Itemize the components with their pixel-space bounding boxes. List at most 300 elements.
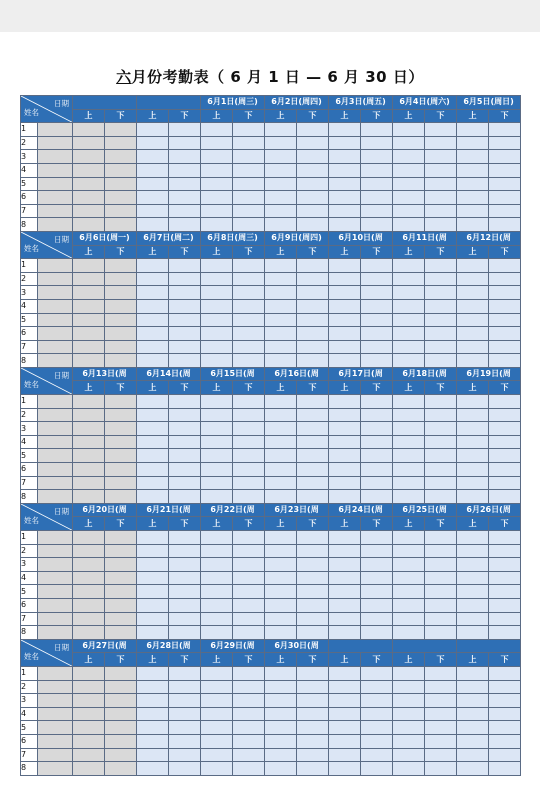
employee-name-cell[interactable] <box>38 408 73 422</box>
attendance-cell[interactable] <box>137 422 169 436</box>
attendance-cell[interactable] <box>361 286 393 300</box>
attendance-cell[interactable] <box>489 354 521 368</box>
attendance-cell[interactable] <box>329 626 361 640</box>
attendance-cell[interactable] <box>105 435 137 449</box>
employee-name-cell[interactable] <box>38 707 73 721</box>
attendance-cell[interactable] <box>105 218 137 232</box>
attendance-cell[interactable] <box>489 204 521 218</box>
attendance-cell[interactable] <box>457 259 489 273</box>
attendance-cell[interactable] <box>393 680 425 694</box>
attendance-cell[interactable] <box>265 585 297 599</box>
attendance-cell[interactable] <box>137 476 169 490</box>
attendance-cell[interactable] <box>233 204 265 218</box>
attendance-cell[interactable] <box>329 286 361 300</box>
attendance-cell[interactable] <box>265 313 297 327</box>
attendance-cell[interactable] <box>361 259 393 273</box>
attendance-cell[interactable] <box>233 694 265 708</box>
attendance-cell[interactable] <box>265 299 297 313</box>
attendance-cell[interactable] <box>137 707 169 721</box>
attendance-cell[interactable] <box>425 463 457 477</box>
attendance-cell[interactable] <box>137 408 169 422</box>
attendance-cell[interactable] <box>297 163 329 177</box>
attendance-cell[interactable] <box>137 340 169 354</box>
employee-name-cell[interactable] <box>38 762 73 776</box>
attendance-cell[interactable] <box>73 177 105 191</box>
attendance-cell[interactable] <box>265 558 297 572</box>
attendance-cell[interactable] <box>329 612 361 626</box>
employee-name-cell[interactable] <box>38 571 73 585</box>
attendance-cell[interactable] <box>393 694 425 708</box>
attendance-cell[interactable] <box>489 313 521 327</box>
attendance-cell[interactable] <box>393 123 425 137</box>
attendance-cell[interactable] <box>137 299 169 313</box>
attendance-cell[interactable] <box>201 734 233 748</box>
employee-name-cell[interactable] <box>38 680 73 694</box>
attendance-cell[interactable] <box>73 762 105 776</box>
attendance-cell[interactable] <box>329 762 361 776</box>
attendance-cell[interactable] <box>73 748 105 762</box>
attendance-cell[interactable] <box>137 191 169 205</box>
attendance-cell[interactable] <box>265 204 297 218</box>
attendance-cell[interactable] <box>265 463 297 477</box>
attendance-cell[interactable] <box>297 721 329 735</box>
attendance-cell[interactable] <box>425 734 457 748</box>
attendance-cell[interactable] <box>297 259 329 273</box>
attendance-cell[interactable] <box>425 204 457 218</box>
attendance-cell[interactable] <box>457 123 489 137</box>
employee-name-cell[interactable] <box>38 177 73 191</box>
attendance-cell[interactable] <box>489 463 521 477</box>
attendance-cell[interactable] <box>201 666 233 680</box>
attendance-cell[interactable] <box>361 585 393 599</box>
attendance-cell[interactable] <box>393 612 425 626</box>
attendance-cell[interactable] <box>201 177 233 191</box>
attendance-cell[interactable] <box>393 707 425 721</box>
attendance-cell[interactable] <box>137 177 169 191</box>
attendance-cell[interactable] <box>489 449 521 463</box>
attendance-cell[interactable] <box>73 680 105 694</box>
attendance-cell[interactable] <box>169 340 201 354</box>
attendance-cell[interactable] <box>489 490 521 504</box>
attendance-cell[interactable] <box>73 707 105 721</box>
attendance-cell[interactable] <box>169 204 201 218</box>
attendance-cell[interactable] <box>137 558 169 572</box>
attendance-cell[interactable] <box>73 626 105 640</box>
attendance-cell[interactable] <box>425 449 457 463</box>
attendance-cell[interactable] <box>137 612 169 626</box>
attendance-cell[interactable] <box>105 680 137 694</box>
attendance-cell[interactable] <box>393 327 425 341</box>
attendance-cell[interactable] <box>361 163 393 177</box>
employee-name-cell[interactable] <box>38 299 73 313</box>
attendance-cell[interactable] <box>457 299 489 313</box>
attendance-cell[interactable] <box>169 354 201 368</box>
attendance-cell[interactable] <box>361 123 393 137</box>
attendance-cell[interactable] <box>457 490 489 504</box>
attendance-cell[interactable] <box>329 163 361 177</box>
attendance-cell[interactable] <box>169 585 201 599</box>
attendance-cell[interactable] <box>329 395 361 409</box>
attendance-cell[interactable] <box>489 694 521 708</box>
attendance-cell[interactable] <box>105 272 137 286</box>
employee-name-cell[interactable] <box>38 531 73 545</box>
attendance-cell[interactable] <box>137 666 169 680</box>
attendance-cell[interactable] <box>425 571 457 585</box>
attendance-cell[interactable] <box>169 762 201 776</box>
attendance-cell[interactable] <box>201 286 233 300</box>
attendance-cell[interactable] <box>105 571 137 585</box>
attendance-cell[interactable] <box>425 748 457 762</box>
attendance-cell[interactable] <box>489 327 521 341</box>
attendance-cell[interactable] <box>265 544 297 558</box>
attendance-cell[interactable] <box>393 449 425 463</box>
attendance-cell[interactable] <box>457 734 489 748</box>
attendance-cell[interactable] <box>201 340 233 354</box>
attendance-cell[interactable] <box>169 177 201 191</box>
attendance-cell[interactable] <box>265 612 297 626</box>
attendance-cell[interactable] <box>393 476 425 490</box>
attendance-cell[interactable] <box>105 531 137 545</box>
attendance-cell[interactable] <box>457 340 489 354</box>
attendance-cell[interactable] <box>265 136 297 150</box>
attendance-cell[interactable] <box>457 272 489 286</box>
attendance-cell[interactable] <box>329 299 361 313</box>
attendance-cell[interactable] <box>265 354 297 368</box>
attendance-cell[interactable] <box>425 191 457 205</box>
attendance-cell[interactable] <box>489 666 521 680</box>
attendance-cell[interactable] <box>169 680 201 694</box>
attendance-cell[interactable] <box>105 163 137 177</box>
attendance-cell[interactable] <box>233 395 265 409</box>
attendance-cell[interactable] <box>361 544 393 558</box>
attendance-cell[interactable] <box>297 286 329 300</box>
attendance-cell[interactable] <box>489 435 521 449</box>
attendance-cell[interactable] <box>297 177 329 191</box>
attendance-cell[interactable] <box>329 435 361 449</box>
attendance-cell[interactable] <box>489 177 521 191</box>
attendance-cell[interactable] <box>361 762 393 776</box>
attendance-cell[interactable] <box>137 598 169 612</box>
attendance-cell[interactable] <box>489 476 521 490</box>
attendance-cell[interactable] <box>425 422 457 436</box>
attendance-cell[interactable] <box>201 531 233 545</box>
attendance-cell[interactable] <box>169 571 201 585</box>
attendance-cell[interactable] <box>425 395 457 409</box>
attendance-cell[interactable] <box>489 721 521 735</box>
attendance-cell[interactable] <box>137 762 169 776</box>
attendance-cell[interactable] <box>297 571 329 585</box>
attendance-cell[interactable] <box>105 327 137 341</box>
attendance-cell[interactable] <box>425 272 457 286</box>
attendance-cell[interactable] <box>233 177 265 191</box>
attendance-cell[interactable] <box>265 422 297 436</box>
attendance-cell[interactable] <box>489 544 521 558</box>
employee-name-cell[interactable] <box>38 490 73 504</box>
attendance-cell[interactable] <box>393 177 425 191</box>
attendance-cell[interactable] <box>105 422 137 436</box>
attendance-cell[interactable] <box>105 313 137 327</box>
attendance-cell[interactable] <box>393 734 425 748</box>
attendance-cell[interactable] <box>457 449 489 463</box>
attendance-cell[interactable] <box>457 531 489 545</box>
attendance-cell[interactable] <box>265 707 297 721</box>
attendance-cell[interactable] <box>169 422 201 436</box>
attendance-cell[interactable] <box>73 476 105 490</box>
attendance-cell[interactable] <box>297 191 329 205</box>
employee-name-cell[interactable] <box>38 163 73 177</box>
attendance-cell[interactable] <box>297 408 329 422</box>
attendance-cell[interactable] <box>265 490 297 504</box>
attendance-cell[interactable] <box>393 571 425 585</box>
attendance-cell[interactable] <box>73 313 105 327</box>
attendance-cell[interactable] <box>489 585 521 599</box>
attendance-cell[interactable] <box>233 191 265 205</box>
attendance-cell[interactable] <box>169 694 201 708</box>
attendance-cell[interactable] <box>329 680 361 694</box>
attendance-cell[interactable] <box>489 680 521 694</box>
attendance-cell[interactable] <box>233 150 265 164</box>
employee-name-cell[interactable] <box>38 123 73 137</box>
attendance-cell[interactable] <box>425 544 457 558</box>
attendance-cell[interactable] <box>265 694 297 708</box>
attendance-cell[interactable] <box>137 286 169 300</box>
attendance-cell[interactable] <box>169 626 201 640</box>
attendance-cell[interactable] <box>297 531 329 545</box>
attendance-cell[interactable] <box>425 707 457 721</box>
attendance-cell[interactable] <box>457 707 489 721</box>
attendance-cell[interactable] <box>201 571 233 585</box>
attendance-cell[interactable] <box>361 340 393 354</box>
attendance-cell[interactable] <box>329 666 361 680</box>
attendance-cell[interactable] <box>201 544 233 558</box>
attendance-cell[interactable] <box>489 598 521 612</box>
attendance-cell[interactable] <box>265 531 297 545</box>
attendance-cell[interactable] <box>73 422 105 436</box>
attendance-cell[interactable] <box>105 721 137 735</box>
attendance-cell[interactable] <box>425 626 457 640</box>
attendance-cell[interactable] <box>489 191 521 205</box>
attendance-cell[interactable] <box>169 313 201 327</box>
employee-name-cell[interactable] <box>38 463 73 477</box>
attendance-cell[interactable] <box>169 463 201 477</box>
attendance-cell[interactable] <box>297 218 329 232</box>
attendance-cell[interactable] <box>137 327 169 341</box>
attendance-cell[interactable] <box>73 150 105 164</box>
attendance-cell[interactable] <box>169 449 201 463</box>
attendance-cell[interactable] <box>73 558 105 572</box>
attendance-cell[interactable] <box>73 694 105 708</box>
attendance-cell[interactable] <box>393 313 425 327</box>
attendance-cell[interactable] <box>201 136 233 150</box>
attendance-cell[interactable] <box>393 422 425 436</box>
attendance-cell[interactable] <box>169 476 201 490</box>
attendance-cell[interactable] <box>457 408 489 422</box>
attendance-cell[interactable] <box>425 177 457 191</box>
attendance-cell[interactable] <box>73 259 105 273</box>
attendance-cell[interactable] <box>457 422 489 436</box>
attendance-cell[interactable] <box>361 463 393 477</box>
attendance-cell[interactable] <box>457 463 489 477</box>
attendance-cell[interactable] <box>233 286 265 300</box>
attendance-cell[interactable] <box>361 571 393 585</box>
attendance-cell[interactable] <box>489 259 521 273</box>
employee-name-cell[interactable] <box>38 340 73 354</box>
attendance-cell[interactable] <box>297 762 329 776</box>
attendance-cell[interactable] <box>201 327 233 341</box>
employee-name-cell[interactable] <box>38 422 73 436</box>
attendance-cell[interactable] <box>361 612 393 626</box>
attendance-cell[interactable] <box>73 463 105 477</box>
attendance-cell[interactable] <box>105 177 137 191</box>
attendance-cell[interactable] <box>137 544 169 558</box>
attendance-cell[interactable] <box>457 748 489 762</box>
attendance-cell[interactable] <box>233 218 265 232</box>
attendance-cell[interactable] <box>457 571 489 585</box>
attendance-cell[interactable] <box>329 748 361 762</box>
attendance-cell[interactable] <box>425 286 457 300</box>
employee-name-cell[interactable] <box>38 734 73 748</box>
attendance-cell[interactable] <box>73 163 105 177</box>
attendance-cell[interactable] <box>201 612 233 626</box>
attendance-cell[interactable] <box>73 544 105 558</box>
attendance-cell[interactable] <box>201 476 233 490</box>
attendance-cell[interactable] <box>105 585 137 599</box>
attendance-cell[interactable] <box>105 463 137 477</box>
attendance-cell[interactable] <box>457 395 489 409</box>
attendance-cell[interactable] <box>489 218 521 232</box>
attendance-cell[interactable] <box>73 721 105 735</box>
attendance-cell[interactable] <box>457 327 489 341</box>
attendance-cell[interactable] <box>297 123 329 137</box>
employee-name-cell[interactable] <box>38 721 73 735</box>
attendance-cell[interactable] <box>297 598 329 612</box>
attendance-cell[interactable] <box>137 585 169 599</box>
attendance-cell[interactable] <box>169 123 201 137</box>
attendance-cell[interactable] <box>297 340 329 354</box>
attendance-cell[interactable] <box>201 449 233 463</box>
attendance-cell[interactable] <box>137 721 169 735</box>
attendance-cell[interactable] <box>297 313 329 327</box>
attendance-cell[interactable] <box>489 531 521 545</box>
attendance-cell[interactable] <box>233 531 265 545</box>
attendance-cell[interactable] <box>201 748 233 762</box>
employee-name-cell[interactable] <box>38 694 73 708</box>
attendance-cell[interactable] <box>457 598 489 612</box>
attendance-cell[interactable] <box>169 544 201 558</box>
attendance-cell[interactable] <box>297 422 329 436</box>
attendance-cell[interactable] <box>393 340 425 354</box>
attendance-cell[interactable] <box>489 286 521 300</box>
attendance-cell[interactable] <box>457 476 489 490</box>
attendance-cell[interactable] <box>73 598 105 612</box>
attendance-cell[interactable] <box>329 340 361 354</box>
attendance-cell[interactable] <box>457 435 489 449</box>
attendance-cell[interactable] <box>297 694 329 708</box>
attendance-cell[interactable] <box>297 136 329 150</box>
attendance-cell[interactable] <box>457 612 489 626</box>
attendance-cell[interactable] <box>169 136 201 150</box>
attendance-cell[interactable] <box>393 395 425 409</box>
attendance-cell[interactable] <box>201 762 233 776</box>
employee-name-cell[interactable] <box>38 598 73 612</box>
attendance-cell[interactable] <box>137 531 169 545</box>
attendance-cell[interactable] <box>329 463 361 477</box>
attendance-cell[interactable] <box>169 558 201 572</box>
attendance-cell[interactable] <box>393 286 425 300</box>
attendance-cell[interactable] <box>265 177 297 191</box>
attendance-cell[interactable] <box>265 272 297 286</box>
attendance-cell[interactable] <box>137 748 169 762</box>
attendance-cell[interactable] <box>201 598 233 612</box>
attendance-cell[interactable] <box>137 163 169 177</box>
attendance-cell[interactable] <box>265 218 297 232</box>
attendance-cell[interactable] <box>105 734 137 748</box>
attendance-cell[interactable] <box>105 544 137 558</box>
attendance-cell[interactable] <box>393 150 425 164</box>
attendance-cell[interactable] <box>265 734 297 748</box>
attendance-cell[interactable] <box>425 136 457 150</box>
attendance-cell[interactable] <box>233 544 265 558</box>
attendance-cell[interactable] <box>329 544 361 558</box>
attendance-cell[interactable] <box>393 463 425 477</box>
attendance-cell[interactable] <box>265 408 297 422</box>
attendance-cell[interactable] <box>233 762 265 776</box>
attendance-cell[interactable] <box>425 666 457 680</box>
attendance-cell[interactable] <box>169 163 201 177</box>
employee-name-cell[interactable] <box>38 612 73 626</box>
attendance-cell[interactable] <box>265 721 297 735</box>
attendance-cell[interactable] <box>393 259 425 273</box>
attendance-cell[interactable] <box>73 218 105 232</box>
attendance-cell[interactable] <box>105 626 137 640</box>
attendance-cell[interactable] <box>425 123 457 137</box>
attendance-cell[interactable] <box>233 259 265 273</box>
attendance-cell[interactable] <box>73 585 105 599</box>
attendance-cell[interactable] <box>265 286 297 300</box>
attendance-cell[interactable] <box>329 707 361 721</box>
attendance-cell[interactable] <box>73 327 105 341</box>
attendance-cell[interactable] <box>169 435 201 449</box>
attendance-cell[interactable] <box>169 408 201 422</box>
attendance-cell[interactable] <box>425 299 457 313</box>
attendance-cell[interactable] <box>201 299 233 313</box>
attendance-cell[interactable] <box>105 408 137 422</box>
attendance-cell[interactable] <box>393 585 425 599</box>
attendance-cell[interactable] <box>425 259 457 273</box>
attendance-cell[interactable] <box>233 598 265 612</box>
attendance-cell[interactable] <box>489 272 521 286</box>
employee-name-cell[interactable] <box>38 354 73 368</box>
attendance-cell[interactable] <box>297 435 329 449</box>
attendance-cell[interactable] <box>73 531 105 545</box>
attendance-cell[interactable] <box>233 612 265 626</box>
attendance-cell[interactable] <box>425 762 457 776</box>
attendance-cell[interactable] <box>233 490 265 504</box>
attendance-cell[interactable] <box>361 354 393 368</box>
attendance-cell[interactable] <box>201 721 233 735</box>
attendance-cell[interactable] <box>233 136 265 150</box>
attendance-cell[interactable] <box>393 163 425 177</box>
attendance-cell[interactable] <box>137 626 169 640</box>
attendance-cell[interactable] <box>329 354 361 368</box>
attendance-cell[interactable] <box>329 558 361 572</box>
attendance-cell[interactable] <box>265 449 297 463</box>
employee-name-cell[interactable] <box>38 286 73 300</box>
attendance-cell[interactable] <box>425 354 457 368</box>
attendance-cell[interactable] <box>201 313 233 327</box>
attendance-cell[interactable] <box>137 680 169 694</box>
employee-name-cell[interactable] <box>38 150 73 164</box>
